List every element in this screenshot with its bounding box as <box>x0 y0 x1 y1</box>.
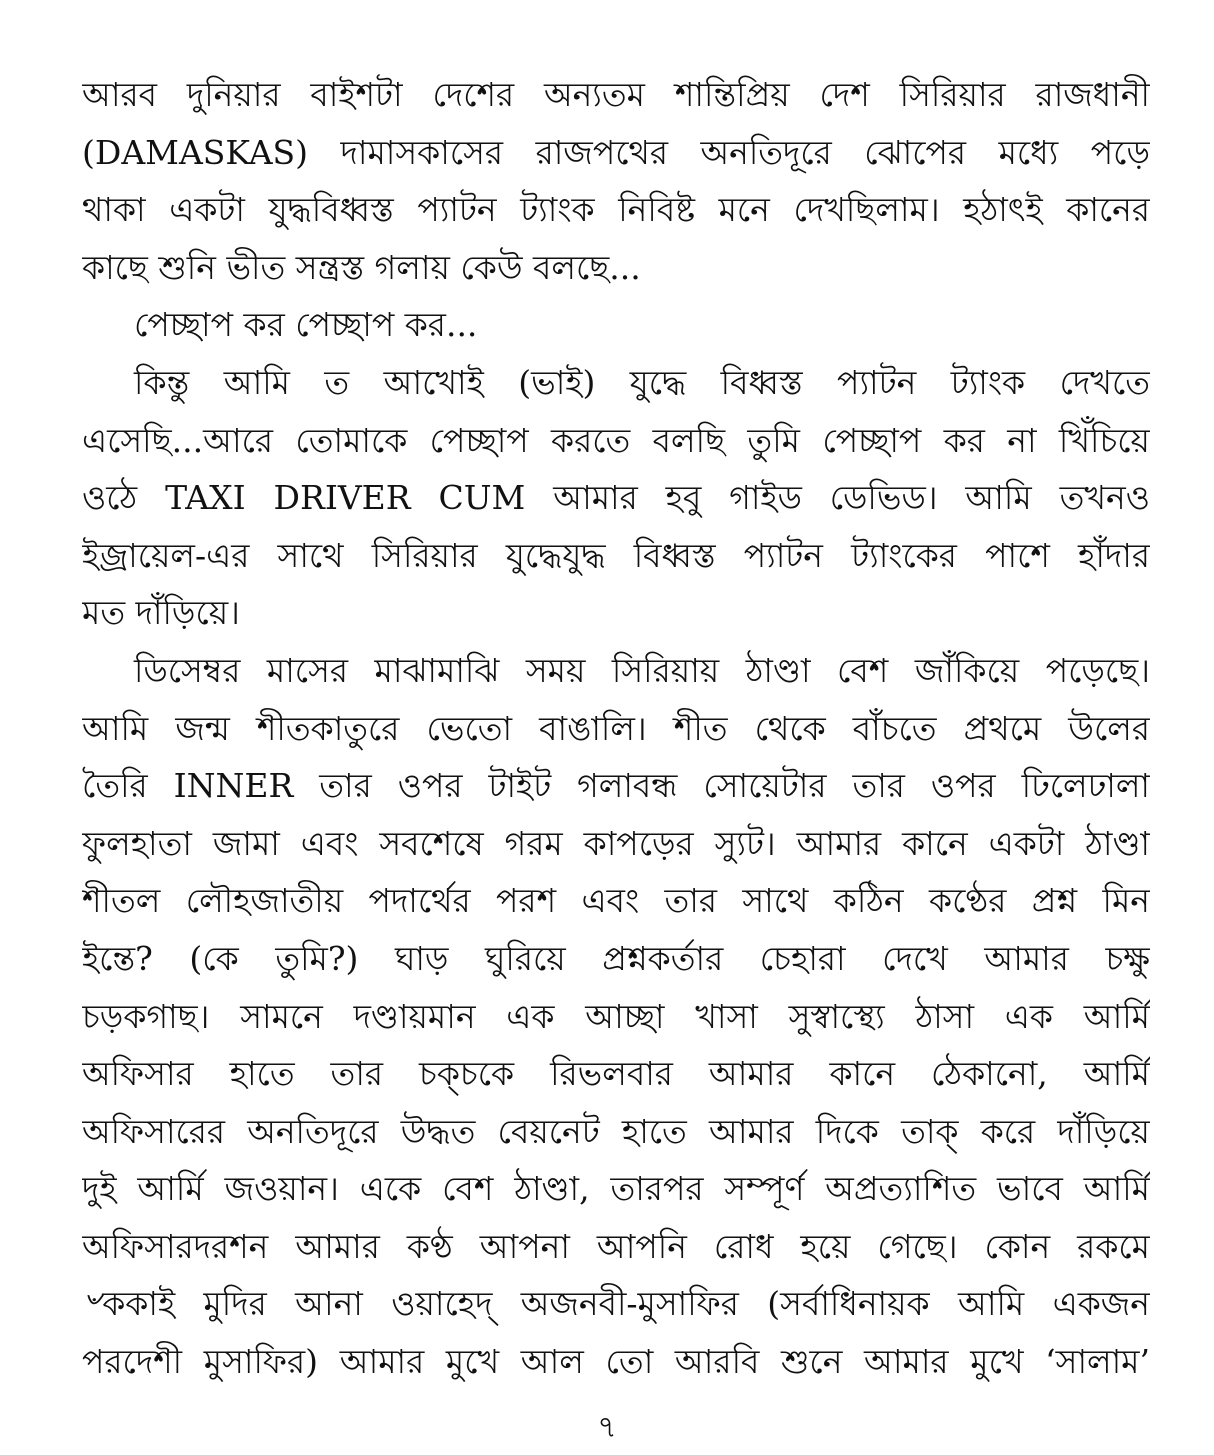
text-line-20: দুই আর্মি জওয়ান। একে বেশ ঠাণ্ডা, তারপর সম্পূর্ণ অপ্রত্যাশিত ভাবে আর্মি <box>82 1169 1150 1209</box>
text-line-13: তৈরি INNER তার ওপর টাইট গলাবন্ধ সোয়েটার তার ওপর ঢিলেঢালা <box>82 766 1150 806</box>
text-line-21: অফিসারদরশন আমার কণ্ঠ আপনা আপনি রোধ হয়ে গেছে। কোন রকমে <box>82 1226 1150 1266</box>
text-line-8: ওঠে TAXI DRIVER CUM আমার হবু গাইড ডেভিড। আমি তখনও <box>82 478 1150 518</box>
page-number: ৭ <box>597 1410 617 1445</box>
text-line-18: অফিসার হাতে তার চক্চকে রিভলবার আমার কানে ঠেকানো, আর্মি <box>82 1054 1150 1094</box>
text-line-5: পেচ্ছাপ কর পেচ্ছাপ কর... <box>134 305 478 345</box>
text-line-22: ৺ককাই মুদির আনা ওয়াহেদ্ অজনবী-মুসাফির (সর্বাধিনায়ক আমি একজন <box>82 1284 1150 1324</box>
text-line-16: ইন্তে? (কে তুমি?) ঘাড় ঘুরিয়ে প্রশ্নকর্তার চেহারা দেখে আমার চক্ষু <box>82 938 1150 978</box>
text-line-17: চড়কগাছ। সামনে দণ্ডায়মান এক আচ্ছা খাসা সুস্বাস্থ্যে ঠাসা এক আর্মি <box>82 996 1150 1036</box>
text-line-12: আমি জন্ম শীতকাতুরে ভেতো বাঙালি। শীত থেকে বাঁচতে প্রথমে উলের <box>82 708 1150 748</box>
text-line-3: থাকা একটা যুদ্ধবিধ্বস্ত প্যাটন ট্যাংক নিবিষ্ট মনে দেখছিলাম। হঠাৎই কানের <box>82 190 1150 230</box>
text-line-9: ইজ্রায়েল-এর সাথে সিরিয়ার যুদ্ধেযুদ্ধ বিধ্বস্ত প্যাটন ট্যাংকের পাশে হাঁদার <box>82 535 1150 575</box>
text-line-4: কাছে শুনি ভীত সন্ত্রস্ত গলায় কেউ বলছে... <box>82 247 641 287</box>
text-line-23: পরদেশী মুসাফির) আমার মুখে আল তো আরবি শুনে আমার মুখে ‘সালাম’ <box>82 1342 1150 1382</box>
text-line-7: এসেছি...আরে তোমাকে পেচ্ছাপ করতে বলছি তুমি পেচ্ছাপ কর না খিঁচিয়ে <box>82 420 1150 460</box>
page-text <box>82 66 1150 1406</box>
text-line-14: ফুলহাতা জামা এবং সবশেষে গরম কাপড়ের স্যুট। আমার কানে একটা ঠাণ্ডা <box>82 823 1150 863</box>
text-line-1: আরব দুনিয়ার বাইশটা দেশের অন্যতম শান্তিপ্রিয় দেশ সিরিয়ার রাজধানী <box>82 75 1150 114</box>
text-line-10: মত দাঁড়িয়ে। <box>82 593 240 633</box>
text-line-2: (DAMASKAS) দামাসকাসের রাজপথের অনতিদূরে ঝোপের মধ্যে পড়ে <box>82 132 1150 172</box>
text-line-19: অফিসারের অনতিদূরে উদ্ধত বেয়নেট হাতে আমার দিকে তাক্ করে দাঁড়িয়ে <box>82 1111 1150 1151</box>
text-line-11: ডিসেম্বর মাসের মাঝামাঝি সময় সিরিয়ায় ঠাণ্ডা বেশ জাঁকিয়ে পড়েছে। <box>134 650 1150 690</box>
text-line-15: শীতল লৌহজাতীয় পদার্থের পরশ এবং তার সাথে কঠিন কণ্ঠের প্রশ্ন মিন <box>82 881 1150 921</box>
text-line-6: কিন্তু আমি ত আখোই (ভাই) যুদ্ধে বিধ্বস্ত প্যাটন ট্যাংক দেখতে <box>134 362 1150 402</box>
